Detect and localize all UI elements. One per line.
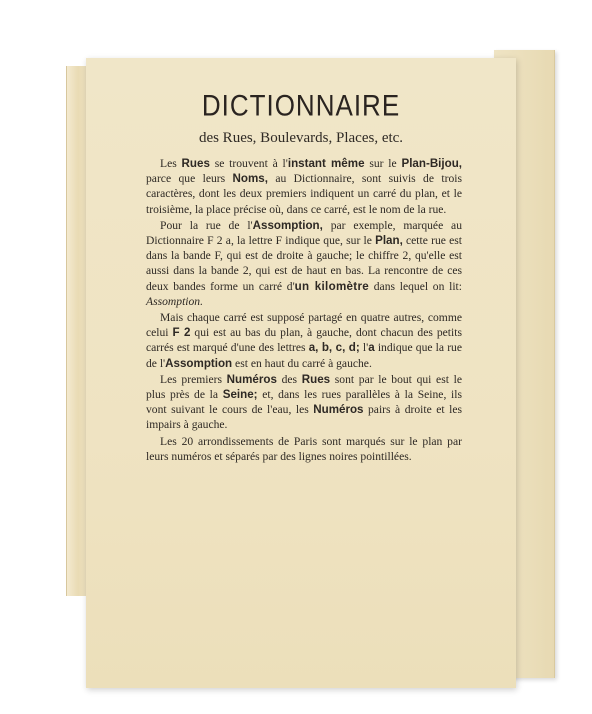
booklet-page: [86, 58, 516, 688]
bold-term: Noms,: [232, 172, 268, 186]
page-subtitle: des Rues, Boulevards, Places, etc.: [198, 130, 404, 146]
page-title: DICTIONNAIRE: [201, 87, 401, 123]
bold-term: a, b, c, d;: [308, 341, 360, 355]
text: Les 20 arrondissements de Paris sont marqués sur le plan par leurs numéros et séparés par des lignes noires pointillées.: [146, 434, 462, 463]
text: et, dans les rues parallèles à la Seine, ils vont suivant le cours de l'eau, les: [146, 388, 462, 417]
bold-term: F 2: [172, 326, 191, 340]
paragraph-5: [146, 434, 462, 464]
text: cette rue est dans la bande F, qui est de droite à gauche; le chiffre 2, qu'elle est aussi dans la bande 2, qui est de haut en bas. La rencontre de ces deux bandes forme un carré d': [146, 234, 462, 293]
italic-term: Assomption.: [146, 294, 204, 308]
bold-term: Numéros: [313, 403, 364, 417]
text: indique que la rue de l': [146, 341, 463, 370]
bold-term: instant même: [287, 157, 365, 170]
paragraph-2: [146, 218, 462, 309]
text: des: [276, 372, 302, 386]
bold-term: Seine;: [222, 388, 258, 402]
text: sur le: [364, 157, 402, 170]
paragraph-4: [146, 372, 462, 433]
bold-term: a: [368, 341, 375, 355]
bold-term: Plan,: [375, 234, 403, 248]
text: dans lequel on lit:: [369, 279, 462, 293]
text: parce que leurs: [146, 172, 233, 186]
text: qui est au bas du plan, à gauche, dont chacun des petits carrés est marqué d'une des lettres: [146, 326, 462, 355]
paragraph-3: [146, 310, 462, 371]
text: par exemple, marquée au Dictionnaire F 2 a, la lettre F indique que, sur le: [146, 218, 462, 248]
text: se trouvent à l': [209, 157, 288, 170]
bold-term: un kilomètre: [294, 279, 370, 293]
text: Mais chaque carré est supposé partagé en quatre autres, comme celui: [146, 311, 462, 340]
bold-term: Rues: [301, 372, 331, 386]
text: Les: [160, 157, 182, 170]
text: sont par le bout qui est le plus près de la: [146, 372, 462, 402]
page-body: [146, 156, 462, 465]
text: l': [359, 341, 369, 355]
bold-term: Assomption: [165, 356, 233, 370]
bold-term: Numéros: [226, 372, 277, 386]
bold-term: Rues: [181, 157, 210, 170]
text: au Dictionnaire, sont suivis de trois caractères, dont les deux premiers indiquent un carré du plan, et le troisième, la place précise où, dans ce carré, est le nom de la rue.: [146, 172, 462, 216]
text: pairs à droite et les impairs à gauche.: [146, 403, 462, 432]
paragraph-1: [146, 156, 462, 217]
bold-term: Assomption,: [252, 218, 323, 232]
text: Pour la rue de l': [160, 218, 253, 232]
text: est en haut du carré à gauche.: [232, 356, 372, 370]
bold-term: Plan-Bijou,: [401, 157, 463, 170]
text: Les premiers: [160, 372, 227, 386]
